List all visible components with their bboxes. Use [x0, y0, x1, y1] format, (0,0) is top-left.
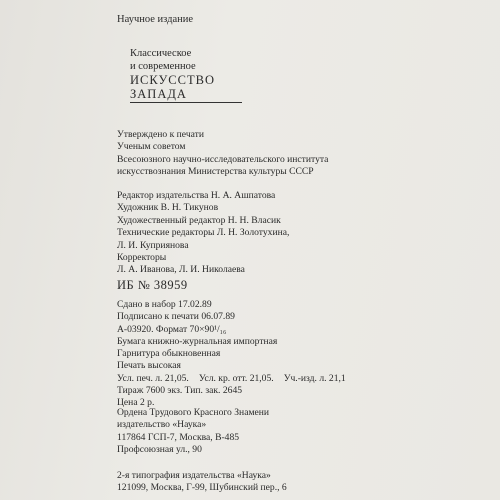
- ib-number: ИБ № 38959: [117, 278, 188, 292]
- imprint-line: Ордена Трудового Красного Знамени: [117, 407, 270, 418]
- credit-line: Художник В. Н. Тикунов: [117, 202, 219, 214]
- approval-line: искусствознания Министерства культуры СССР: [117, 165, 314, 177]
- sheets-publishing: Уч.-изд. л. 21,1: [283, 372, 346, 384]
- imprint-line: 117864 ГСП-7, Москва, В-485: [117, 431, 240, 443]
- sheets-printed: Усл. печ. л. 21,05.: [117, 372, 189, 384]
- title-line-2: и современное: [130, 60, 196, 72]
- printer-line: 2-я типография издательства «Наука»: [117, 470, 271, 481]
- credit-line: Л. И. Куприянова: [117, 239, 189, 251]
- title-divider: [130, 102, 242, 103]
- sent-date: Сдано в набор 17.02.89: [117, 299, 212, 310]
- price-line: Цена 2 р.: [117, 397, 155, 409]
- edition-type: Научное издание: [117, 14, 194, 25]
- approval-line: Ученым советом: [117, 141, 186, 153]
- credit-line: Технические редакторы Л. Н. Золотухина,: [117, 227, 290, 239]
- book-title: [130, 48, 215, 101]
- credits-block: [117, 190, 289, 277]
- format-line: А-03920. Формат 70×90¹/₁₆: [117, 323, 227, 335]
- publisher-imprint: [117, 407, 269, 457]
- imprint-line: Профсоюзная ул., 90: [117, 444, 202, 456]
- printer-line: 121099, Москва, Г-99, Шубинский пер., 6: [117, 482, 287, 494]
- sheets-color: Усл. кр. отт. 21,05.: [198, 372, 274, 384]
- approval-block: [117, 129, 328, 178]
- credit-line: Редактор издательства Н. А. Ашпатова: [117, 190, 276, 201]
- approval-line: Всесоюзного научно-исследовательского института: [117, 153, 329, 165]
- title-line-3: ИСКУССТВО: [130, 73, 215, 87]
- signed-date: Подписано к печати 06.07.89: [117, 311, 235, 323]
- approval-line: Утверждено к печати: [117, 129, 204, 140]
- circulation-line: Тираж 7600 экз. Тип. зак. 2645: [117, 385, 243, 397]
- printer-imprint: [117, 470, 287, 495]
- credit-line: Корректоры: [117, 252, 167, 264]
- imprint-line: издательство «Наука»: [117, 419, 207, 431]
- title-line-4: ЗАПАДА: [130, 87, 187, 101]
- publication-details: [117, 299, 346, 410]
- credit-line: Художественный редактор Н. Н. Власик: [117, 214, 281, 226]
- font-line: Гарнитура обыкновенная: [117, 348, 221, 360]
- credit-line: Л. А. Иванова, Л. И. Николаева: [117, 264, 245, 276]
- print-line: Печать высокая: [117, 360, 181, 372]
- paper-line: Бумага книжно-журнальная импортная: [117, 335, 278, 347]
- title-line-1: Классическое: [130, 48, 192, 59]
- sheets-row: [117, 373, 346, 385]
